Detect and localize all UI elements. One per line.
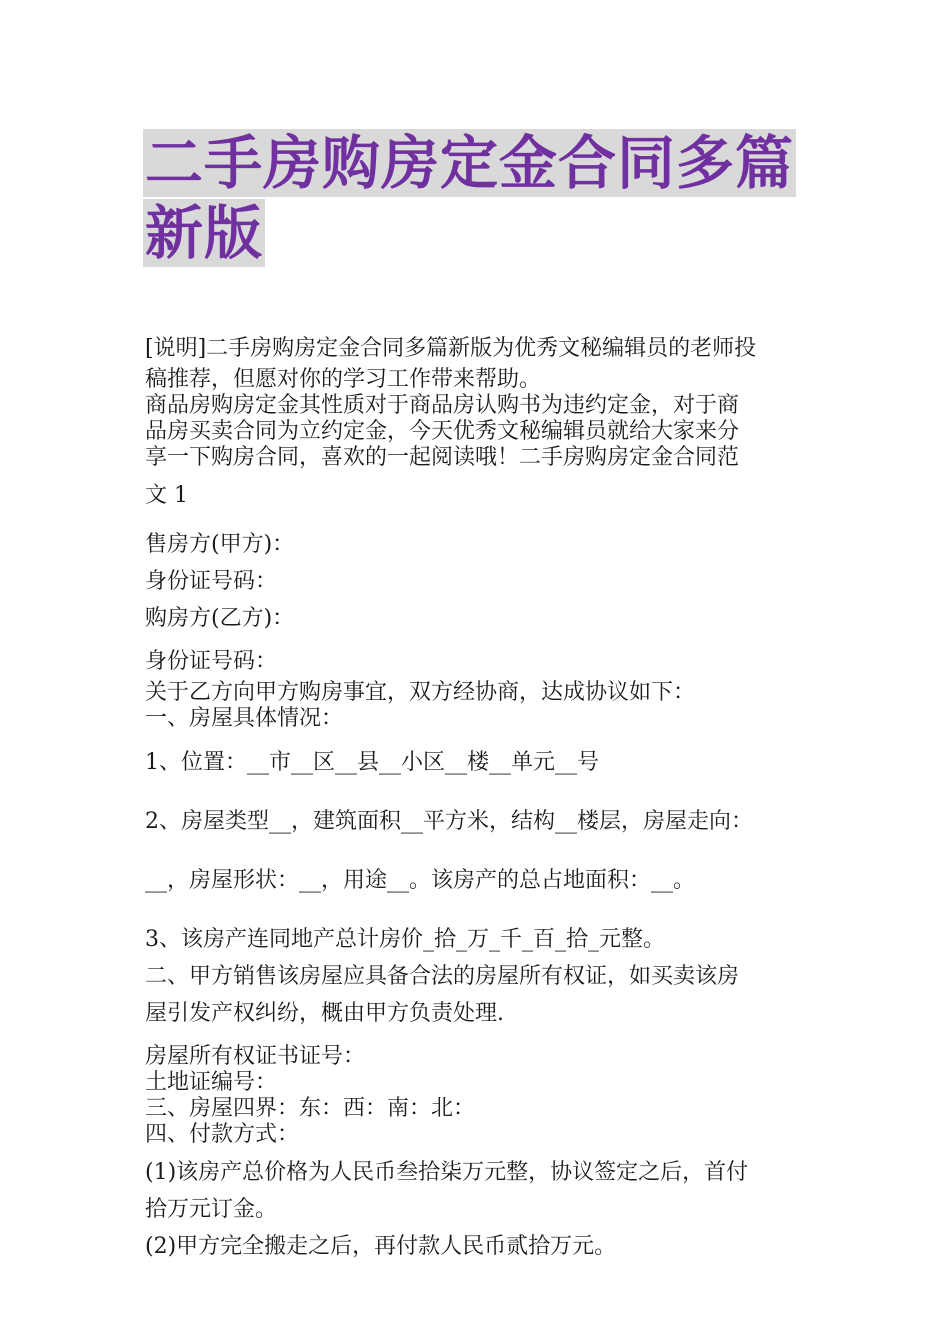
section-2-line-1: 二、甲方销售该房屋应具备合法的房屋所有权证，如买卖该房 <box>145 964 740 989</box>
item-2-line-2: __，房屋形状：__，用途__。该房产的总占地面积：__。 <box>145 868 696 893</box>
summary-line-1: 商品房购房定金其性质对于商品房认购书为违约定金，对于商 <box>145 393 740 418</box>
buyer-label: 购房方(乙方)： <box>145 606 295 631</box>
section-4-heading: 四、付款方式： <box>145 1122 300 1147</box>
item-3-price: 3、该房产连同地产总计房价_拾_万_千_百_拾_元整。 <box>145 927 665 952</box>
item-2-line-1: 2、房屋类型__，建筑面积__平方米，结构__楼层，房屋走向： <box>145 809 753 834</box>
payment-1-line-1: (1)该房产总价格为人民币叁拾柒万元整，协议签定之后，首付 <box>145 1160 749 1185</box>
summary-line-3: 享一下购房合同，喜欢的一起阅读哦！二手房购房定金合同范 <box>145 445 740 470</box>
section-3-boundaries: 三、房屋四界：东：西：南：北： <box>145 1096 476 1121</box>
land-number-label: 土地证编号： <box>145 1070 278 1095</box>
summary-line-4: 文 1 <box>145 483 188 508</box>
seller-id-label: 身份证号码： <box>145 569 278 594</box>
seller-label: 售房方(甲方)： <box>145 532 295 557</box>
document-body <box>145 330 810 1265</box>
intro-line-2: 稿推荐，但愿对你的学习工作带来帮助。 <box>145 367 542 392</box>
buyer-id-label: 身份证号码： <box>145 649 278 674</box>
agreement-text: 关于乙方向甲方购房事宜，双方经协商，达成协议如下： <box>145 680 696 705</box>
document-title <box>143 128 823 268</box>
title-line-2: 新版 <box>145 199 264 267</box>
title-line-1: 二手房购房定金合同多篇 <box>145 129 795 197</box>
section-2-line-2: 屋引发产权纠纷，概由甲方负责处理. <box>145 1001 504 1026</box>
payment-2: (2)甲方完全搬走之后，再付款人民币贰拾万元。 <box>145 1234 617 1259</box>
section-1-heading: 一、房屋具体情况： <box>145 706 344 731</box>
summary-line-2: 品房买卖合同为立约定金，今天优秀文秘编辑员就给大家来分 <box>145 419 740 444</box>
certificate-number-label: 房屋所有权证书证号： <box>145 1044 366 1069</box>
payment-1-line-2: 拾万元订金。 <box>145 1197 278 1222</box>
item-1-location: 1、位置：__市__区__县__小区__楼__单元__号 <box>145 750 599 775</box>
intro-line-1: [说明]二手房购房定金合同多篇新版为优秀文秘编辑员的老师投 <box>145 336 757 361</box>
